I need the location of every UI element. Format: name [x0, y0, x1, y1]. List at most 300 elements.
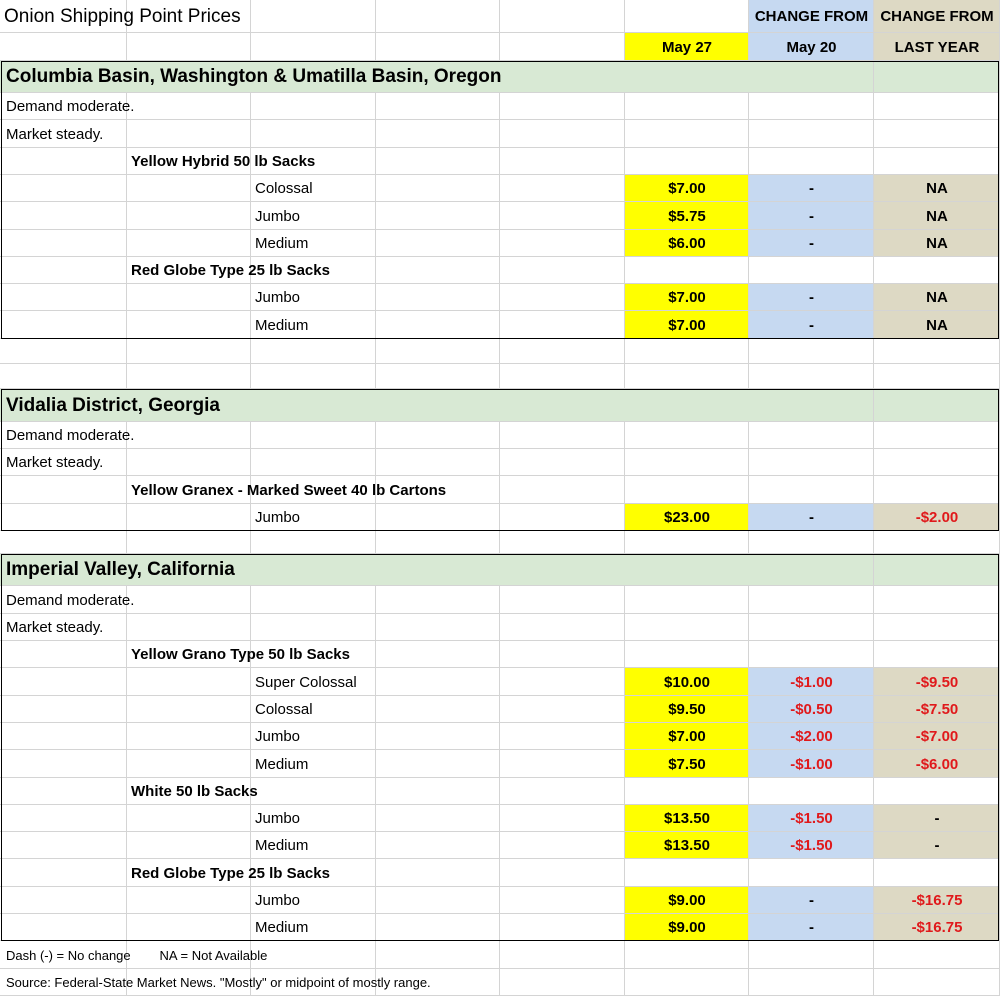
grid-cell[interactable] [500, 33, 625, 61]
grid-cell[interactable] [376, 668, 500, 696]
grid-cell[interactable] [127, 33, 251, 61]
grid-cell[interactable] [749, 422, 874, 449]
grid-cell[interactable] [749, 33, 874, 61]
grid-cell[interactable] [625, 148, 749, 175]
grid-cell[interactable] [0, 230, 127, 257]
grid-cell[interactable] [500, 941, 625, 969]
grid-cell[interactable] [625, 0, 749, 33]
grid-cell[interactable] [500, 0, 625, 33]
grid-cell[interactable] [251, 422, 376, 449]
grid-cell[interactable] [376, 175, 500, 202]
grid-cell[interactable] [874, 175, 1000, 202]
grid-cell[interactable] [251, 586, 376, 614]
grid-cell[interactable] [376, 586, 500, 614]
size-label: Jumbo [255, 509, 301, 526]
grid-cell[interactable] [625, 696, 749, 723]
grid-cell[interactable] [625, 476, 749, 504]
grid-cell[interactable] [0, 422, 127, 449]
grid-cell[interactable] [127, 175, 251, 202]
grid-cell[interactable] [0, 0, 127, 33]
grid-cell[interactable] [500, 311, 625, 339]
grid-cell[interactable] [500, 778, 625, 805]
grid-cell[interactable] [749, 449, 874, 476]
grid-cell[interactable] [874, 389, 1000, 422]
grid-cell[interactable] [874, 531, 1000, 554]
grid-cell[interactable] [251, 504, 376, 531]
grid-cell[interactable] [874, 202, 1000, 230]
grid-cell[interactable] [127, 284, 251, 311]
grid-cell[interactable] [376, 778, 500, 805]
grid-cell[interactable] [251, 668, 376, 696]
change-week-value: - [809, 289, 814, 306]
grid-cell[interactable] [874, 941, 1000, 969]
grid-cell[interactable] [376, 93, 500, 120]
grid-cell[interactable] [625, 33, 749, 61]
grid-cell[interactable] [127, 723, 251, 750]
grid-cell[interactable] [127, 750, 251, 778]
grid-cell[interactable] [376, 504, 500, 531]
change-year-value: NA [926, 316, 948, 334]
grid-cell[interactable] [127, 668, 251, 696]
grid-cell[interactable] [500, 476, 625, 504]
grid-cell[interactable] [251, 969, 376, 996]
grid-cell[interactable] [874, 504, 1000, 531]
grid-cell[interactable] [874, 859, 1000, 887]
grid-cell[interactable] [127, 696, 251, 723]
grid-cell[interactable] [874, 476, 1000, 504]
product-group: Yellow Grano Type 50 lb Sacks [131, 646, 350, 663]
grid-cell[interactable] [0, 364, 127, 389]
grid-cell[interactable] [251, 614, 376, 641]
grid-cell[interactable] [749, 311, 874, 339]
grid-cell[interactable] [625, 859, 749, 887]
grid-cell[interactable] [874, 93, 1000, 120]
price-value: $7.00 [668, 316, 706, 334]
grid-cell[interactable] [127, 778, 251, 805]
grid-cell[interactable] [251, 641, 376, 668]
grid-cell[interactable] [625, 175, 749, 202]
grid-cell[interactable] [749, 257, 874, 284]
grid-cell[interactable] [874, 614, 1000, 641]
grid-cell[interactable] [500, 148, 625, 175]
grid-cell[interactable] [251, 257, 376, 284]
grid-cell[interactable] [0, 120, 127, 148]
grid-cell[interactable] [376, 202, 500, 230]
grid-cell[interactable] [0, 175, 127, 202]
change-week-value: -$1.00 [790, 755, 833, 773]
grid-cell[interactable] [376, 969, 500, 996]
change-year-value: NA [926, 207, 948, 225]
price-value: $7.00 [668, 728, 706, 745]
grid-cell[interactable] [874, 586, 1000, 614]
grid-cell[interactable] [0, 202, 127, 230]
grid-cell[interactable] [127, 257, 251, 284]
grid-cell[interactable] [500, 805, 625, 832]
grid-cell[interactable] [376, 0, 500, 33]
grid-cell[interactable] [874, 284, 1000, 311]
grid-cell[interactable] [749, 0, 874, 33]
grid-cell[interactable] [500, 750, 625, 778]
grid-cell[interactable] [625, 805, 749, 832]
change-week-value: - [809, 509, 814, 526]
grid-cell[interactable] [0, 696, 127, 723]
size-label: Colossal [255, 701, 313, 718]
grid-cell[interactable] [127, 614, 251, 641]
grid-cell[interactable] [625, 93, 749, 120]
grid-cell[interactable] [874, 887, 1000, 914]
grid-cell[interactable] [500, 449, 625, 476]
grid-cell[interactable] [251, 914, 376, 941]
grid-cell[interactable] [749, 364, 874, 389]
grid-cell[interactable] [251, 230, 376, 257]
grid-cell[interactable] [127, 859, 251, 887]
grid-cell[interactable] [874, 723, 1000, 750]
grid-cell[interactable] [0, 778, 127, 805]
grid-cell[interactable] [500, 175, 625, 202]
grid-cell[interactable] [251, 449, 376, 476]
grid-cell[interactable] [874, 61, 1000, 93]
grid-cell[interactable] [0, 257, 127, 284]
grid-cell[interactable] [376, 941, 500, 969]
grid-cell[interactable] [874, 641, 1000, 668]
change-week-value: -$1.00 [790, 673, 833, 691]
grid-cell[interactable] [251, 364, 376, 389]
grid-cell[interactable] [251, 120, 376, 148]
grid-cell[interactable] [0, 750, 127, 778]
change-year-value: NA [926, 180, 948, 197]
grid-cell[interactable] [376, 449, 500, 476]
grid-cell[interactable] [127, 832, 251, 859]
grid-cell[interactable] [749, 230, 874, 257]
grid-cell[interactable] [376, 723, 500, 750]
change-week-value: - [809, 892, 814, 909]
grid-cell[interactable] [500, 887, 625, 914]
grid-cell[interactable] [0, 941, 127, 969]
grid-cell[interactable] [874, 449, 1000, 476]
grid-cell[interactable] [0, 805, 127, 832]
grid-cell[interactable] [749, 887, 874, 914]
grid-cell[interactable] [625, 230, 749, 257]
grid-cell[interactable] [625, 202, 749, 230]
grid-cell[interactable] [0, 531, 127, 554]
grid-cell[interactable] [874, 257, 1000, 284]
grid-cell[interactable] [749, 941, 874, 969]
grid-cell[interactable] [625, 311, 749, 339]
grid-cell[interactable] [625, 364, 749, 389]
grid-cell[interactable] [625, 887, 749, 914]
grid-cell[interactable] [874, 422, 1000, 449]
size-label: Medium [255, 755, 309, 773]
grid-cell[interactable] [127, 339, 251, 364]
grid-cell[interactable] [251, 696, 376, 723]
grid-cell[interactable] [0, 859, 127, 887]
grid-cell[interactable] [251, 93, 376, 120]
grid-cell[interactable] [376, 832, 500, 859]
grid-cell[interactable] [376, 887, 500, 914]
grid-cell[interactable] [0, 148, 127, 175]
grid-cell[interactable] [500, 914, 625, 941]
grid-cell[interactable] [874, 805, 1000, 832]
grid-cell[interactable] [127, 364, 251, 389]
grid-cell[interactable] [251, 175, 376, 202]
grid-cell[interactable] [127, 641, 251, 668]
grid-cell[interactable] [500, 230, 625, 257]
grid-cell[interactable] [0, 33, 127, 61]
change-year-value: -$16.75 [911, 892, 963, 909]
grid-cell[interactable] [127, 914, 251, 941]
change-year-value: -$2.00 [915, 509, 959, 526]
grid-cell[interactable] [500, 422, 625, 449]
grid-cell[interactable] [0, 723, 127, 750]
grid-cell[interactable] [625, 504, 749, 531]
grid-cell[interactable] [0, 641, 127, 668]
grid-cell[interactable] [500, 614, 625, 641]
grid-cell[interactable] [500, 723, 625, 750]
grid-cell[interactable] [376, 805, 500, 832]
grid-cell[interactable] [749, 93, 874, 120]
grid-cell[interactable] [127, 941, 251, 969]
grid-cell[interactable] [376, 476, 500, 504]
grid-cell[interactable] [376, 696, 500, 723]
grid-cell[interactable] [0, 586, 127, 614]
grid-cell[interactable] [376, 750, 500, 778]
grid-cell[interactable] [749, 531, 874, 554]
grid-cell[interactable] [874, 311, 1000, 339]
size-label: Medium [255, 837, 309, 854]
grid-cell[interactable] [127, 93, 251, 120]
grid-cell[interactable] [127, 311, 251, 339]
grid-cell[interactable] [376, 422, 500, 449]
change-year-value: NA [926, 289, 948, 306]
grid-cell[interactable] [127, 887, 251, 914]
grid-cell[interactable] [376, 33, 500, 61]
grid-cell[interactable] [749, 723, 874, 750]
grid-cell[interactable] [127, 202, 251, 230]
grid-cell[interactable] [376, 120, 500, 148]
grid-cell[interactable] [625, 284, 749, 311]
grid-cell[interactable] [127, 586, 251, 614]
grid-cell[interactable] [376, 859, 500, 887]
grid-cell[interactable] [251, 832, 376, 859]
grid-cell[interactable] [127, 0, 251, 33]
grid-cell[interactable] [127, 805, 251, 832]
grid-cell[interactable] [749, 120, 874, 148]
grid-cell[interactable] [625, 723, 749, 750]
grid-cell[interactable] [874, 120, 1000, 148]
grid-cell[interactable] [874, 0, 1000, 33]
grid-cell[interactable] [874, 969, 1000, 996]
grid-cell[interactable] [749, 805, 874, 832]
grid-cell[interactable] [251, 941, 376, 969]
market-note: Market steady. [6, 619, 104, 636]
grid-cell[interactable] [500, 120, 625, 148]
grid-cell[interactable] [874, 364, 1000, 389]
grid-cell[interactable] [625, 941, 749, 969]
grid-cell[interactable] [376, 914, 500, 941]
grid-cell[interactable] [500, 969, 625, 996]
grid-cell[interactable] [500, 284, 625, 311]
grid-cell[interactable] [874, 832, 1000, 859]
grid-cell[interactable] [625, 914, 749, 941]
grid-cell[interactable] [376, 311, 500, 339]
change-year-value: - [934, 837, 940, 854]
grid-cell[interactable] [0, 93, 127, 120]
grid-cell[interactable] [874, 33, 1000, 61]
grid-cell[interactable] [376, 641, 500, 668]
grid-cell[interactable] [127, 531, 251, 554]
grid-cell[interactable] [749, 476, 874, 504]
grid-cell[interactable] [127, 148, 251, 175]
change-year-value: -$16.75 [911, 919, 963, 936]
grid-cell[interactable] [251, 723, 376, 750]
grid-cell[interactable] [874, 230, 1000, 257]
grid-cell[interactable] [0, 284, 127, 311]
grid-cell[interactable] [376, 614, 500, 641]
product-group: Yellow Hybrid 50 lb Sacks [131, 153, 316, 170]
grid-cell[interactable] [376, 257, 500, 284]
grid-cell[interactable] [0, 449, 127, 476]
grid-cell[interactable] [500, 504, 625, 531]
grid-cell[interactable] [376, 339, 500, 364]
grid-cell[interactable] [0, 668, 127, 696]
grid-cell[interactable] [874, 750, 1000, 778]
grid-cell[interactable] [500, 668, 625, 696]
grid-cell[interactable] [500, 859, 625, 887]
grid-cell[interactable] [0, 887, 127, 914]
grid-cell[interactable] [625, 750, 749, 778]
grid-cell[interactable] [500, 696, 625, 723]
price-value: $9.50 [668, 701, 706, 718]
grid-cell[interactable] [874, 668, 1000, 696]
grid-cell[interactable] [625, 422, 749, 449]
grid-cell[interactable] [500, 364, 625, 389]
grid-cell[interactable] [127, 449, 251, 476]
grid-cell[interactable] [625, 586, 749, 614]
grid-cell[interactable] [625, 614, 749, 641]
grid-cell[interactable] [127, 504, 251, 531]
grid-cell[interactable] [376, 284, 500, 311]
grid-cell[interactable] [625, 969, 749, 996]
grid-cell[interactable] [500, 531, 625, 554]
grid-cell[interactable] [625, 668, 749, 696]
change-year-value: - [934, 810, 940, 827]
grid-cell[interactable] [127, 120, 251, 148]
grid-cell[interactable] [749, 175, 874, 202]
grid-cell[interactable] [251, 202, 376, 230]
grid-cell[interactable] [874, 554, 1000, 586]
price-value: $7.00 [668, 180, 706, 197]
grid-cell[interactable] [625, 531, 749, 554]
grid-cell[interactable] [0, 832, 127, 859]
grid-cell[interactable] [0, 311, 127, 339]
grid-cell[interactable] [749, 614, 874, 641]
grid-cell[interactable] [500, 339, 625, 364]
grid-cell[interactable] [874, 914, 1000, 941]
change-year-value: NA [926, 235, 948, 252]
grid-cell[interactable] [749, 778, 874, 805]
change-year-value: -$9.50 [915, 673, 959, 691]
grid-cell[interactable] [500, 202, 625, 230]
grid-cell[interactable] [251, 339, 376, 364]
grid-cell[interactable] [0, 969, 127, 996]
grid-cell[interactable] [251, 887, 376, 914]
grid-cell[interactable] [376, 364, 500, 389]
grid-cell[interactable] [0, 339, 127, 364]
grid-cell[interactable] [625, 449, 749, 476]
grid-cell[interactable] [749, 969, 874, 996]
grid-cell[interactable] [625, 257, 749, 284]
grid-cell[interactable] [625, 832, 749, 859]
change-week-value: - [809, 235, 814, 252]
grid-cell[interactable] [874, 339, 1000, 364]
market-note: Demand moderate. [6, 591, 135, 609]
grid-cell[interactable] [251, 33, 376, 61]
price-value: $13.50 [664, 837, 710, 854]
grid-cell[interactable] [749, 339, 874, 364]
product-group: Red Globe Type 25 lb Sacks [131, 864, 330, 882]
grid-cell[interactable] [251, 0, 376, 33]
grid-cell[interactable] [749, 696, 874, 723]
grid-cell[interactable] [749, 859, 874, 887]
grid-cell[interactable] [376, 148, 500, 175]
grid-cell[interactable] [500, 586, 625, 614]
grid-cell[interactable] [251, 311, 376, 339]
grid-cell[interactable] [749, 284, 874, 311]
grid-cell[interactable] [127, 476, 251, 504]
grid-cell[interactable] [376, 230, 500, 257]
grid-cell[interactable] [749, 914, 874, 941]
grid-cell[interactable] [500, 641, 625, 668]
grid-cell[interactable] [251, 284, 376, 311]
grid-cell[interactable] [749, 504, 874, 531]
grid-cell[interactable] [376, 531, 500, 554]
grid-cell[interactable] [500, 93, 625, 120]
grid-cell[interactable] [251, 476, 376, 504]
grid-cell[interactable] [749, 750, 874, 778]
grid-cell[interactable] [251, 531, 376, 554]
grid-cell[interactable] [749, 586, 874, 614]
grid-cell[interactable] [251, 859, 376, 887]
grid-cell[interactable] [625, 339, 749, 364]
grid-cell[interactable] [749, 148, 874, 175]
grid-cell[interactable] [0, 914, 127, 941]
grid-cell[interactable] [251, 778, 376, 805]
grid-cell[interactable] [127, 230, 251, 257]
grid-cell[interactable] [251, 750, 376, 778]
grid-cell[interactable] [0, 504, 127, 531]
size-label: Jumbo [255, 207, 301, 225]
grid-cell[interactable] [874, 696, 1000, 723]
grid-cell[interactable] [874, 778, 1000, 805]
grid-cell[interactable] [251, 805, 376, 832]
grid-cell[interactable] [625, 778, 749, 805]
header-change-year: CHANGE FROM [880, 8, 994, 25]
grid-cell[interactable] [0, 476, 127, 504]
grid-cell[interactable] [0, 614, 127, 641]
grid-cell[interactable] [749, 668, 874, 696]
grid-cell[interactable] [625, 641, 749, 668]
grid-cell[interactable] [500, 832, 625, 859]
grid-cell[interactable] [251, 148, 376, 175]
grid-cell[interactable] [127, 422, 251, 449]
grid-cell[interactable] [500, 257, 625, 284]
grid-cell[interactable] [874, 148, 1000, 175]
grid-cell[interactable] [749, 832, 874, 859]
grid-cell[interactable] [749, 202, 874, 230]
grid-cell[interactable] [749, 641, 874, 668]
grid-cell[interactable] [625, 120, 749, 148]
grid-cell[interactable] [127, 969, 251, 996]
